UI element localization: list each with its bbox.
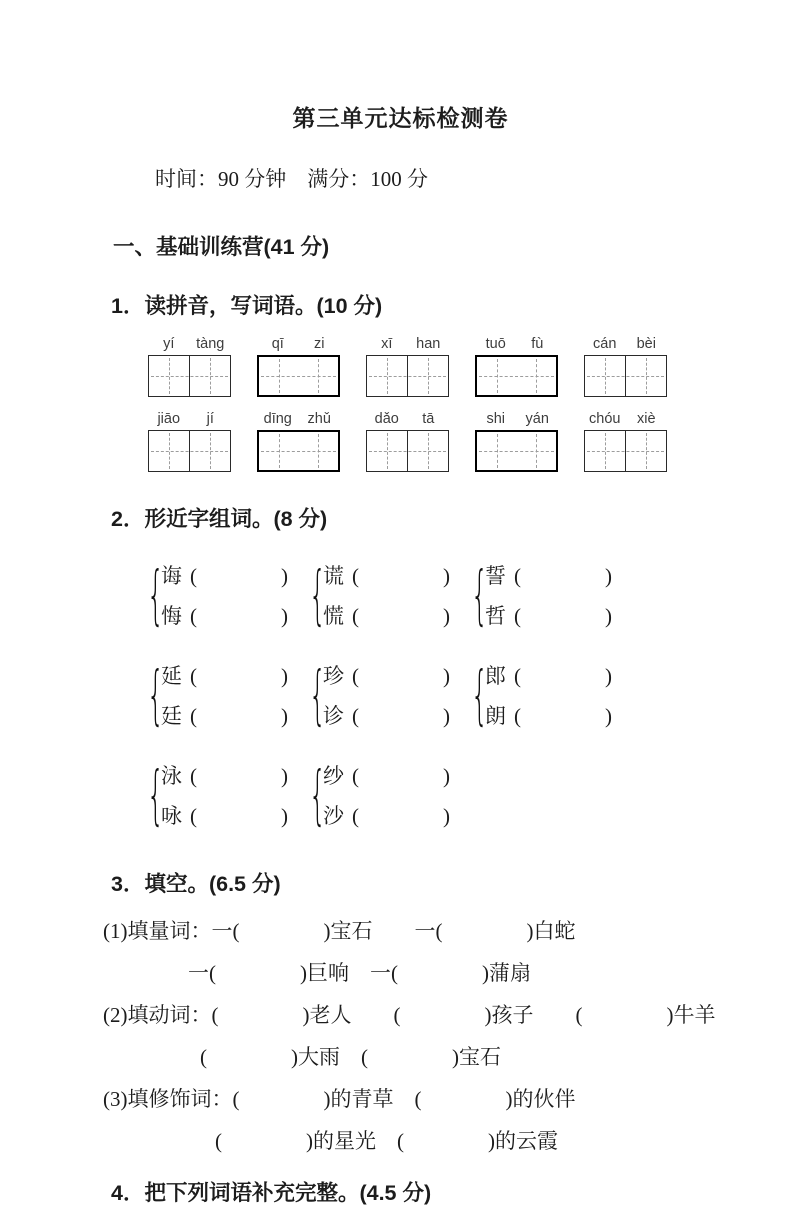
- pinyin-word-box: [475, 336, 558, 397]
- pair-group-row-2: [103, 659, 698, 733]
- page-title: 第三单元达标检测卷: [292, 106, 509, 131]
- pinyin-label: chóu xiè: [589, 411, 656, 427]
- character: 延: [161, 664, 182, 688]
- pinyin-label: tuō fù: [485, 336, 544, 352]
- fill-line-modifiers-2: ( )的星光 ( )的云霞: [215, 1129, 558, 1153]
- answer-blank: ( ): [514, 704, 612, 728]
- left-brace: {: [471, 559, 489, 633]
- pair-group-row-3: [103, 759, 698, 833]
- answer-blank: ( ): [352, 604, 450, 628]
- left-brace: {: [309, 659, 327, 733]
- fill-line-verbs-1: (2)填动词：( )老人 ( )孩子 ( )牛羊: [103, 1003, 716, 1027]
- question-3-stem: 3．填空。(6.5 分): [111, 872, 281, 896]
- character: 诊: [323, 704, 344, 728]
- character: 纱: [323, 764, 344, 788]
- character: 悔: [161, 604, 182, 628]
- character: 沙: [323, 804, 344, 828]
- pinyin-word-box: [584, 411, 667, 472]
- pinyin-label: dǎo tā: [374, 411, 435, 427]
- answer-blank: ( ): [190, 664, 288, 688]
- answer-blank: ( ): [190, 704, 288, 728]
- confusable-pair: [147, 659, 309, 733]
- character: 朗: [485, 704, 506, 728]
- pinyin-label: qī zi: [271, 336, 325, 352]
- pinyin-label: dīng zhǔ: [263, 411, 331, 427]
- confusable-pair: [309, 759, 471, 833]
- writing-grid: [257, 355, 340, 397]
- pinyin-word-box: [366, 336, 449, 397]
- writing-grid: [148, 430, 231, 472]
- answer-blank: ( ): [190, 564, 288, 588]
- character: 哲: [485, 604, 506, 628]
- pinyin-word-box: [148, 336, 231, 397]
- pinyin-word-box: [584, 336, 667, 397]
- pair-group-row-1: [103, 559, 698, 633]
- character: 廷: [161, 704, 182, 728]
- answer-blank: ( ): [514, 604, 612, 628]
- character: 咏: [161, 804, 182, 828]
- writing-grid: [475, 430, 558, 472]
- character: 珍: [323, 664, 344, 688]
- fill-line-verbs-2: ( )大雨 ( )宝石: [200, 1045, 501, 1069]
- confusable-pair: [471, 659, 633, 733]
- time-score-line: 时间：90 分钟 满分：100 分: [155, 167, 428, 191]
- answer-blank: ( ): [352, 704, 450, 728]
- writing-grid: [148, 355, 231, 397]
- writing-grid: [257, 430, 340, 472]
- question-4-stem: 4．把下列词语补充完整。(4.5 分): [111, 1181, 432, 1205]
- writing-grid: [584, 430, 667, 472]
- answer-blank: ( ): [514, 664, 612, 688]
- writing-grid: [366, 430, 449, 472]
- fill-line-measure-words-2: 一( )巨响 一( )蒲扇: [188, 961, 531, 985]
- fill-line-measure-words-1: (1)填量词：一( )宝石 一( )白蛇: [103, 919, 576, 943]
- answer-blank: ( ): [514, 564, 612, 588]
- pinyin-label: shi yán: [486, 411, 549, 427]
- pinyin-word-box: [148, 411, 231, 472]
- character: 谎: [323, 564, 344, 588]
- pinyin-word-box: [475, 411, 558, 472]
- left-brace: {: [147, 559, 165, 633]
- writing-grid: [475, 355, 558, 397]
- answer-blank: ( ): [190, 764, 288, 788]
- pinyin-label: yí tàng: [163, 336, 225, 352]
- character: 诲: [161, 564, 182, 588]
- writing-grid: [366, 355, 449, 397]
- left-brace: {: [309, 559, 327, 633]
- pinyin-label: jiāo jí: [157, 411, 214, 427]
- answer-blank: ( ): [352, 804, 450, 828]
- pinyin-word-box: [257, 411, 340, 472]
- confusable-pair: [147, 759, 309, 833]
- confusable-pair: [309, 559, 471, 633]
- question-2-stem: 2．形近字组词。(8 分): [111, 507, 328, 531]
- left-brace: {: [147, 759, 165, 833]
- section-1-heading: 一、基础训练营(41 分): [113, 235, 330, 259]
- left-brace: {: [309, 759, 327, 833]
- character: 泳: [161, 764, 182, 788]
- answer-blank: ( ): [352, 764, 450, 788]
- character: 慌: [323, 604, 344, 628]
- answer-blank: ( ): [190, 804, 288, 828]
- left-brace: {: [147, 659, 165, 733]
- pinyin-label: cán bèi: [593, 336, 656, 352]
- confusable-pair: [309, 659, 471, 733]
- pinyin-row-2: [103, 411, 698, 472]
- writing-grid: [584, 355, 667, 397]
- pinyin-row-1: [103, 336, 698, 397]
- confusable-pair: [471, 559, 633, 633]
- fill-line-modifiers-1: (3)填修饰词：( )的青草 ( )的伙伴: [103, 1087, 576, 1111]
- left-brace: {: [471, 659, 489, 733]
- answer-blank: ( ): [190, 604, 288, 628]
- answer-blank: ( ): [352, 564, 450, 588]
- character: 誓: [485, 564, 506, 588]
- answer-blank: ( ): [352, 664, 450, 688]
- character: 郎: [485, 664, 506, 688]
- pinyin-word-box: [366, 411, 449, 472]
- pinyin-word-box: [257, 336, 340, 397]
- question-1-stem: 1．读拼音，写词语。(10 分): [111, 294, 383, 318]
- pinyin-label: xī han: [381, 336, 441, 352]
- confusable-pair: [147, 559, 309, 633]
